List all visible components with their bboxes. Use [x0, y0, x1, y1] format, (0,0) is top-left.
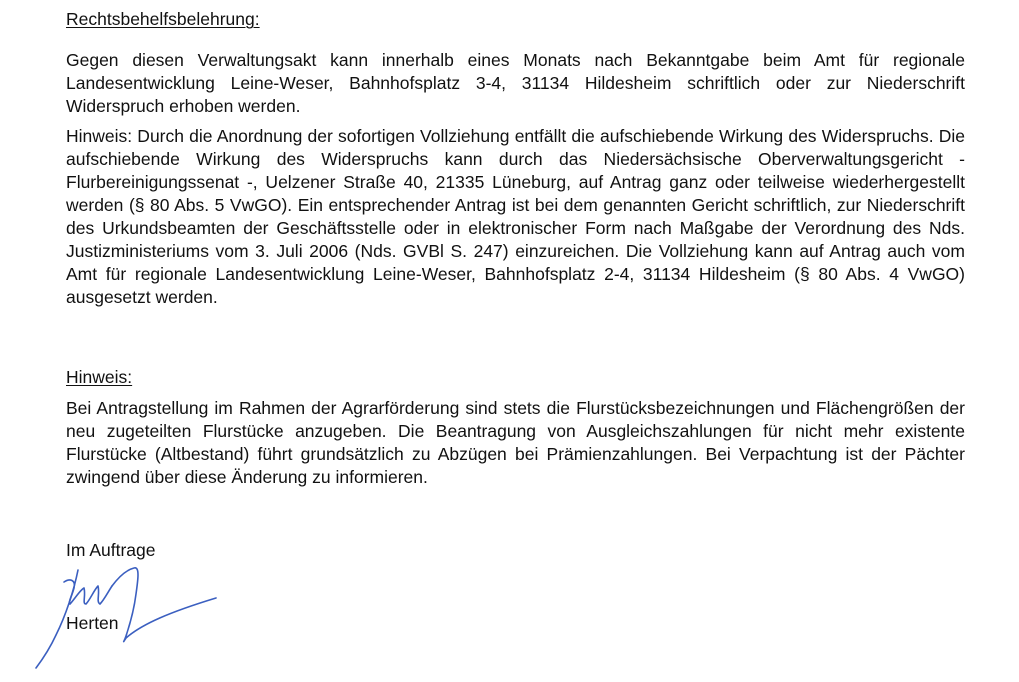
legal-remedy-paragraph: Gegen diesen Verwaltungsakt kann innerhalb eines Monats nach Bekanntgabe beim Amt für regionale Landesentwicklung Leine-Weser, Bahnhofsplatz 3-4, 31134 Hildesheim schriftlich oder zur Niederschrift Widerspruch erhoben werden.	[66, 50, 965, 116]
signer-name: Herten	[66, 613, 119, 633]
handwritten-signature	[30, 560, 230, 680]
signature-stroke	[112, 568, 216, 642]
signature-stroke	[64, 580, 112, 604]
closing-phrase: Im Auftrage	[66, 540, 156, 560]
legal-remedy-heading: Rechtsbehelfsbelehrung:	[66, 9, 260, 29]
suspension-notice-paragraph: Hinweis: Durch die Anordnung der sofortigen Vollziehung entfällt die aufschiebende Wirkung des Widerspruchs. Die aufschiebende Wirkung des Widerspruchs kann durch das Niedersächsische Oberverwaltungsgericht - Flurbereinigungssenat -, Uelzener Straße 40, 21335 Lüneburg, auf Antrag ganz oder teilweise wiederhergestellt werden (§ 80 Abs. 5 VwGO). Ein entsprechender Antrag ist bei dem genannten Gericht schriftlich, zur Niederschrift des Urkundsbeamten der Geschäftsstelle oder in elektronischer Form nach Maßgabe der Verordnung des Nds. Justizministeriums vom 3. Juli 2006 (Nds. GVBl S. 247) einzureichen. Die Vollziehung kann auf Antrag auch vom Amt für regionale Landesentwicklung Leine-Weser, Bahnhofsplatz 2-4, 31134 Hildesheim (§ 80 Abs. 4 VwGO) ausgesetzt werden.	[66, 126, 965, 307]
note-heading: Hinweis:	[66, 367, 133, 387]
note-paragraph: Bei Antragstellung im Rahmen der Agrarförderung sind stets die Flurstücksbezeichnungen und Flächengrößen der neu zugeteilten Flurstücke anzugeben. Die Beantragung von Ausgleichszahlungen für nicht mehr existente Flurstücke (Altbestand) führt grundsätzlich zu Abzügen bei Prämienzahlungen. Bei Verpachtung ist der Pächter zwingend über diese Änderung zu informieren.	[66, 398, 965, 487]
